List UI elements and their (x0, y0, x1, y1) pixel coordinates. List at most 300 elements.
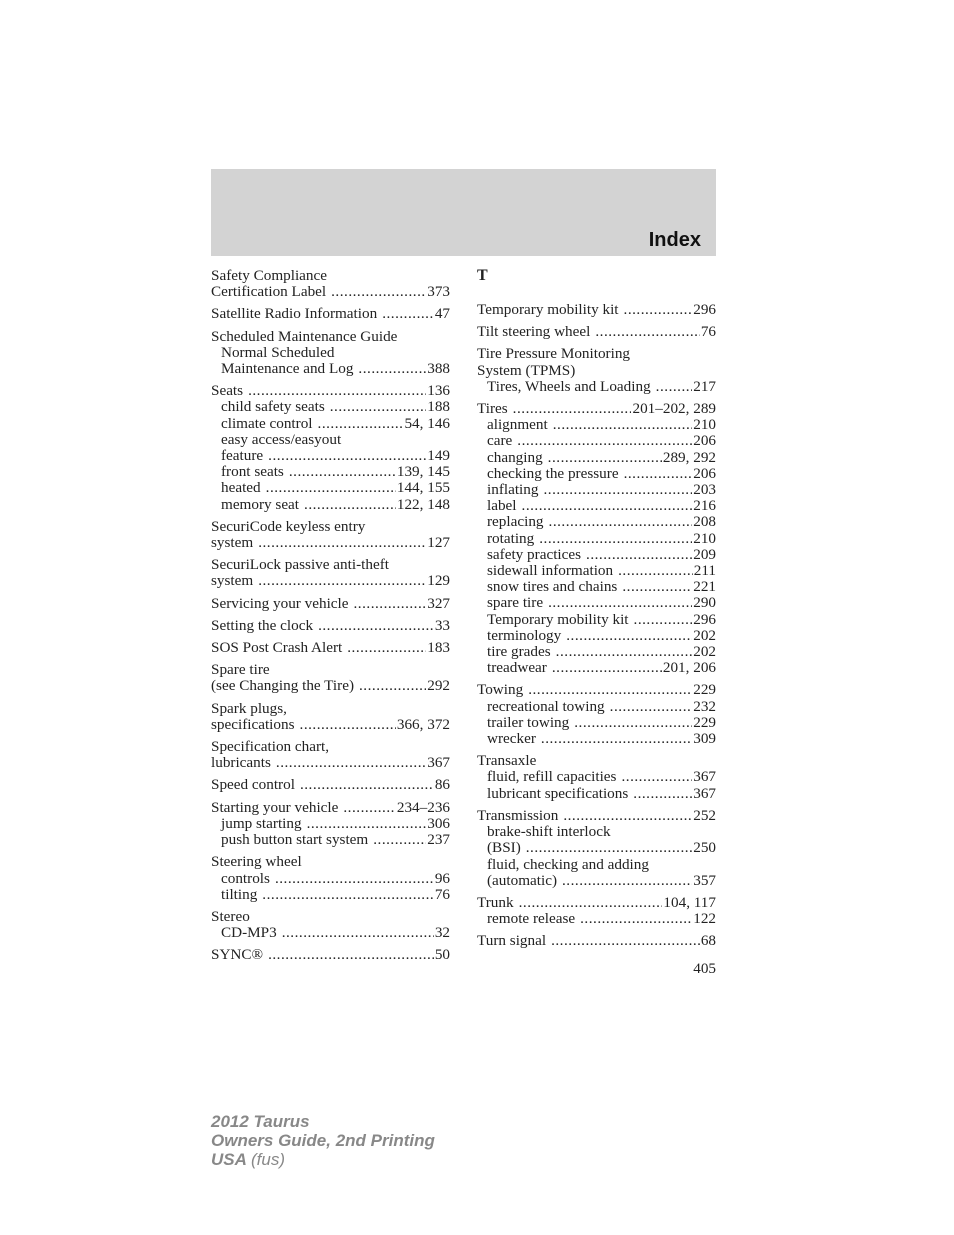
index-entry (477, 895, 716, 927)
entry-text: tilting (221, 885, 258, 903)
page-reference: 50 (434, 946, 450, 964)
index-subentry (211, 887, 450, 903)
dot-leader (513, 401, 632, 417)
entry-text: CD-MP3 (221, 924, 277, 942)
dot-leader (343, 800, 395, 816)
entry-text: wrecker (487, 730, 536, 748)
entry-text: trailer towing (487, 713, 570, 731)
page-reference: 357 (693, 871, 716, 889)
index-entry (477, 933, 716, 949)
index-entry (211, 268, 450, 300)
dot-leader (622, 579, 692, 595)
dot-leader (330, 399, 426, 415)
page-reference: 68 (700, 932, 716, 950)
index-entry-line (211, 618, 450, 634)
page-reference: 217 (693, 377, 716, 395)
dot-leader (268, 448, 426, 464)
index-entry (477, 753, 716, 802)
index-entry-line (211, 268, 450, 284)
index-entry-line (477, 808, 716, 824)
index-entry (211, 618, 450, 634)
entry-text: Maintenance and Log (221, 360, 354, 378)
page-reference: 136 (427, 382, 450, 400)
index-subentry (477, 824, 716, 840)
index-subentry (477, 379, 716, 395)
index-column-right (477, 268, 716, 956)
index-entry (477, 682, 716, 747)
index-subentry (211, 399, 450, 415)
entry-text: Tires (477, 400, 508, 418)
index-subentry (477, 660, 716, 676)
entry-text: replacing (487, 513, 544, 531)
page-reference: 54, 146 (404, 414, 450, 432)
page-reference: 47 (434, 305, 450, 323)
page-reference: 296 (693, 301, 716, 318)
index-subentry (477, 450, 716, 466)
entry-text: controls (221, 869, 270, 887)
index-entry-line (477, 933, 716, 949)
dot-leader (300, 717, 396, 733)
page-reference: 234–236 (396, 798, 450, 816)
page-reference: 296 (693, 610, 716, 628)
index-entry-line (477, 895, 716, 911)
entry-text: SecuriCode keyless entry (211, 517, 366, 535)
entry-text: alignment (487, 416, 548, 434)
index-entry (211, 596, 450, 612)
entry-text: climate control (221, 414, 313, 432)
entry-text: Spark plugs, (211, 699, 287, 717)
index-subentry (477, 911, 716, 927)
entry-text: memory seat (221, 495, 300, 513)
index-entry-line (477, 682, 716, 698)
index-subentry (477, 786, 716, 802)
index-column-left (211, 268, 450, 970)
entry-text: Transaxle (477, 752, 537, 770)
dot-leader (556, 644, 693, 660)
index-subentry (477, 857, 716, 873)
page-reference: 122, 148 (396, 495, 450, 513)
entry-text: terminology (487, 626, 562, 644)
dot-leader (618, 563, 693, 579)
entry-text: Scheduled Maintenance Guide (211, 327, 398, 345)
index-subentry (477, 514, 716, 530)
index-entry (211, 947, 450, 963)
entry-text: push button start system (221, 831, 369, 849)
dot-leader (276, 755, 426, 771)
entry-text: Setting the clock (211, 616, 314, 634)
page-reference: 229 (693, 681, 716, 699)
index-subentry (211, 925, 450, 941)
page-reference: 252 (693, 806, 716, 824)
entry-text: feature (221, 447, 264, 465)
index-subentry (477, 628, 716, 644)
entry-text: jump starting (221, 814, 302, 832)
page-reference: 188 (427, 398, 450, 416)
dot-leader (551, 933, 700, 949)
entry-text: tire grades (487, 643, 551, 661)
index-subentry (211, 871, 450, 887)
index-subentry (211, 816, 450, 832)
dot-leader (553, 417, 692, 433)
index-entry (211, 800, 450, 849)
page-reference: 33 (434, 616, 450, 634)
entry-text: lubricants (211, 754, 271, 772)
page-reference: 210 (693, 529, 716, 547)
index-entry-line (211, 329, 450, 345)
index-entry (211, 557, 450, 589)
index-subentry (477, 731, 716, 747)
index-entry-line (211, 573, 450, 589)
dot-leader (624, 302, 693, 318)
entry-text: care (487, 432, 513, 450)
index-entry-line (477, 346, 716, 362)
entry-text: fluid, refill capacities (487, 768, 617, 786)
index-entry-line (477, 753, 716, 769)
index-entry (477, 808, 716, 889)
index-entry-line (211, 777, 450, 793)
dot-leader (300, 777, 434, 793)
dot-leader (580, 911, 692, 927)
entry-text: Transmission (477, 806, 559, 824)
entry-text: Certification Label (211, 283, 327, 301)
index-entry-line (211, 755, 450, 771)
index-subentry (211, 448, 450, 464)
dot-leader (621, 769, 692, 785)
index-subentry (211, 416, 450, 432)
entry-text: child safety seats (221, 398, 325, 416)
index-entry (477, 346, 716, 395)
footer-region (211, 1150, 435, 1169)
dot-leader (517, 433, 692, 449)
index-entry-line (211, 701, 450, 717)
page-reference: 206 (693, 432, 716, 450)
entry-text: (BSI) (487, 839, 521, 857)
dot-leader (382, 306, 434, 322)
index-entry-line (211, 909, 450, 925)
page-reference: 210 (693, 416, 716, 434)
page-reference: 373 (427, 283, 450, 301)
index-entry (211, 383, 450, 513)
dot-leader (522, 498, 693, 514)
entry-text: spare tire (487, 594, 544, 612)
entry-text: Satellite Radio Information (211, 305, 378, 323)
index-subentry (211, 464, 450, 480)
dot-leader (526, 840, 692, 856)
dot-leader (549, 514, 693, 530)
dot-leader (656, 379, 693, 395)
document-footer (211, 1112, 435, 1169)
index-subentry (477, 482, 716, 498)
page-reference: 327 (427, 594, 450, 612)
dot-leader (586, 547, 692, 563)
index-entry-line (477, 401, 716, 417)
page-reference: 206 (693, 464, 716, 482)
index-entry-line (477, 324, 716, 340)
index-entry-line (211, 800, 450, 816)
index-entry (211, 701, 450, 733)
page-reference: 221 (693, 578, 716, 596)
page-reference: 388 (427, 360, 450, 378)
footer-region-main: USA (211, 1150, 247, 1169)
index-entry-line (211, 306, 450, 322)
dot-leader (373, 832, 426, 848)
page-reference: 104, 117 (663, 893, 716, 911)
index-entry-line (211, 854, 450, 870)
index-subentry (477, 498, 716, 514)
entry-text: rotating (487, 529, 535, 547)
index-subentry (211, 480, 450, 496)
entry-text: Starting your vehicle (211, 798, 339, 816)
entry-text: heated (221, 479, 261, 497)
index-entry-line (211, 947, 450, 963)
index-subentry (477, 579, 716, 595)
dot-leader (633, 786, 692, 802)
index-entry (477, 302, 716, 318)
entry-text: inflating (487, 481, 539, 499)
entry-text: Spare tire (211, 661, 270, 679)
dot-leader (354, 596, 427, 612)
page-reference: 289, 292 (662, 448, 716, 466)
page-reference: 144, 155 (396, 479, 450, 497)
entry-text: treadwear (487, 659, 547, 677)
page-reference: 366, 372 (396, 715, 450, 733)
entry-text: system (211, 572, 254, 590)
footer-region-code: (fus) (251, 1150, 285, 1169)
page-reference: 149 (427, 447, 450, 465)
page-reference: 211 (693, 562, 716, 580)
index-entry-line (211, 535, 450, 551)
entry-text: easy access/easyout (221, 430, 342, 448)
index-subentry (477, 433, 716, 449)
page-reference: 208 (693, 513, 716, 531)
dot-leader (634, 612, 693, 628)
dot-leader (595, 324, 699, 340)
dot-leader (358, 361, 426, 377)
letter-heading: T (477, 267, 488, 284)
page-reference: 76 (434, 885, 450, 903)
index-subentry (477, 547, 716, 563)
index-entry-line (211, 717, 450, 733)
index-subentry (211, 497, 450, 513)
entry-text: Steering wheel (211, 853, 302, 871)
index-subentry (477, 715, 716, 731)
dot-leader (331, 284, 426, 300)
entry-text: system (211, 534, 254, 552)
entry-text: brake-shift interlock (487, 823, 611, 841)
index-subentry (477, 417, 716, 433)
entry-text: Seats (211, 382, 244, 400)
dot-leader (268, 947, 434, 963)
dot-leader (258, 535, 426, 551)
index-subentry (211, 432, 450, 448)
index-entry-line (211, 383, 450, 399)
page-reference: 86 (434, 776, 450, 794)
page-reference: 203 (693, 481, 716, 499)
entry-text: Temporary mobility kit (477, 301, 619, 318)
entry-text: front seats (221, 463, 284, 481)
dot-leader (548, 450, 662, 466)
entry-text: safety practices (487, 545, 582, 563)
page-reference: 202 (693, 626, 716, 644)
index-header-band (211, 169, 716, 256)
index-subentry (477, 769, 716, 785)
index-entry (211, 519, 450, 551)
index-subentry (477, 699, 716, 715)
dot-leader (248, 383, 426, 399)
index-entry (211, 662, 450, 694)
entry-text: Trunk (477, 893, 514, 911)
dot-leader (563, 808, 692, 824)
page-reference: 96 (434, 869, 450, 887)
entry-text: specifications (211, 715, 295, 733)
index-entry-line (477, 302, 716, 318)
page-reference: 122 (693, 910, 716, 928)
index-subentry (477, 531, 716, 547)
index-entry-line (211, 284, 450, 300)
entry-text: snow tires and chains (487, 578, 618, 596)
entry-text: fluid, checking and adding (487, 855, 649, 873)
page-reference: 250 (693, 839, 716, 857)
entry-text: checking the pressure (487, 464, 619, 482)
entry-text: (see Changing the Tire) (211, 677, 354, 695)
index-entry-line (211, 739, 450, 755)
dot-leader (552, 660, 662, 676)
page-reference: 367 (693, 768, 716, 786)
page-reference: 216 (693, 497, 716, 515)
index-subentry (211, 832, 450, 848)
page-reference: 139, 145 (396, 463, 450, 481)
page-reference: 367 (427, 754, 450, 772)
footer-model: 2012 Taurus (211, 1112, 310, 1131)
entry-text: Tilt steering wheel (477, 323, 591, 341)
page-reference: 201, 206 (662, 659, 716, 677)
entry-text: lubricant specifications (487, 784, 629, 802)
index-subentry (477, 644, 716, 660)
entry-text: SYNC® (211, 946, 264, 964)
dot-leader (562, 873, 692, 889)
index-entry (211, 777, 450, 793)
entry-text: Servicing your vehicle (211, 594, 349, 612)
index-entry (211, 739, 450, 771)
entry-text: recreational towing (487, 697, 605, 715)
index-subentry (477, 595, 716, 611)
entry-text: remote release (487, 910, 576, 928)
dot-leader (318, 416, 404, 432)
page-reference: 290 (693, 594, 716, 612)
index-subentry (477, 612, 716, 628)
dot-leader (359, 678, 426, 694)
page-reference: 232 (693, 697, 716, 715)
index-entry-line (477, 363, 716, 379)
page-reference: 229 (693, 713, 716, 731)
page-title: Index (648, 229, 701, 251)
entry-text: Safety Compliance (211, 267, 327, 284)
page-reference: 237 (427, 831, 450, 849)
dot-leader (566, 628, 692, 644)
index-entry (211, 640, 450, 656)
index-entry-line (211, 662, 450, 678)
page-reference: 306 (427, 814, 450, 832)
dot-leader (289, 464, 396, 480)
entry-text: Temporary mobility kit (487, 610, 629, 628)
index-subentry (477, 873, 716, 889)
index-subentry (211, 345, 450, 361)
index-entry (211, 329, 450, 378)
entry-text: SOS Post Crash Alert (211, 639, 343, 657)
page-reference: 32 (434, 924, 450, 942)
entry-text: Towing (477, 681, 524, 699)
index-column-right-entries (477, 302, 716, 950)
dot-leader (539, 531, 692, 547)
entry-text: Speed control (211, 776, 295, 794)
dot-leader (282, 925, 434, 941)
page-reference: 129 (427, 572, 450, 590)
index-subentry (211, 361, 450, 377)
index-entry (211, 854, 450, 903)
dot-leader (347, 640, 426, 656)
entry-text: Tires, Wheels and Loading (487, 377, 651, 395)
dot-leader (258, 573, 426, 589)
index-entry (477, 324, 716, 340)
index-subentry (477, 563, 716, 579)
index-entry-line (211, 519, 450, 535)
index-subentry (477, 466, 716, 482)
index-subentry (477, 840, 716, 856)
dot-leader (318, 618, 434, 634)
entry-text: Turn signal (477, 932, 547, 950)
entry-text: System (TPMS) (477, 361, 576, 379)
index-entry-line (211, 678, 450, 694)
page-reference: 367 (693, 784, 716, 802)
dot-leader (574, 715, 692, 731)
entry-text: Specification chart, (211, 738, 330, 756)
entry-text: sidewall information (487, 562, 614, 580)
dot-leader (262, 887, 434, 903)
dot-leader (624, 466, 693, 482)
dot-leader (266, 480, 396, 496)
page-reference: 209 (693, 545, 716, 563)
dot-leader (519, 895, 663, 911)
dot-leader (275, 871, 434, 887)
page-reference: 292 (427, 677, 450, 695)
entry-text: Tire Pressure Monitoring (477, 345, 631, 363)
index-entry (211, 306, 450, 322)
dot-leader (541, 731, 692, 747)
entry-text: SecuriLock passive anti-theft (211, 556, 389, 574)
entry-text: changing (487, 448, 543, 466)
index-entry (477, 401, 716, 676)
page-reference: 127 (427, 534, 450, 552)
index-entry (211, 909, 450, 941)
entry-text: (automatic) (487, 871, 557, 889)
index-entry-line (211, 640, 450, 656)
footer-guide: Owners Guide, 2nd Printing (211, 1131, 435, 1150)
dot-leader (610, 699, 693, 715)
entry-text: Normal Scheduled (221, 343, 335, 361)
index-entry-line (211, 596, 450, 612)
page-number: 405 (693, 960, 716, 977)
dot-leader (307, 816, 427, 832)
page-reference: 202 (693, 643, 716, 661)
index-entry-line (211, 557, 450, 573)
dot-leader (543, 482, 692, 498)
entry-text: Stereo (211, 907, 250, 925)
page-reference: 201–202, 289 (632, 400, 716, 418)
page-reference: 309 (693, 730, 716, 748)
dot-leader (528, 682, 692, 698)
page-reference: 183 (427, 639, 450, 657)
page-reference: 76 (700, 323, 716, 341)
